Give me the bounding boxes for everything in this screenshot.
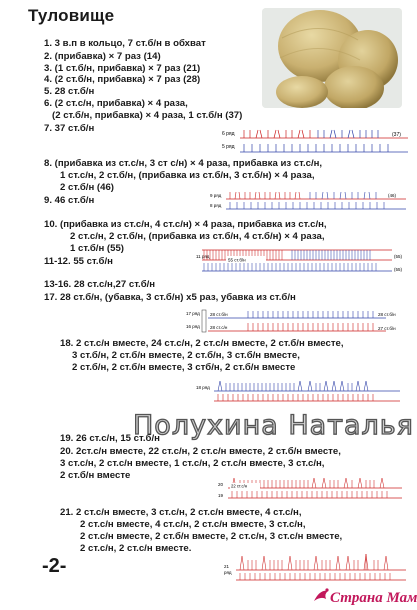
instruction-line: 3 ст.б/н, 2 ст.б/н вместе, 2 ст.б/н, 3 ст.б/н вместе,: [72, 350, 300, 361]
stitch-diagram-rows-19-20: [216, 470, 410, 500]
instruction-line: 2. (прибавка) × 7 раз (14): [44, 51, 161, 62]
instruction-line: 1 ст.б/н (55): [70, 243, 124, 254]
instruction-line: 2 ст.б/н, 2 ст.б/н вместе, 3 стб/н, 2 ст.б/н вместе: [72, 362, 296, 373]
inner-label: 22 ст.с/н: [231, 483, 248, 489]
row-label: 17 ряд: [186, 311, 200, 316]
stitch-diagram-rows-5-6: [222, 126, 412, 154]
instruction-line: 20. 2ст.с/н вместе, 22 ст.с/н, 2 ст.с/н вместе, 2 ст.б/н вместе,: [60, 446, 341, 457]
instruction-line: 3 ст.с/н, 2 ст.с/н вместе, 1 ст.с/н, 2 ст.с/н вместе, 3 ст.с/н,: [60, 458, 325, 469]
crochet-balls-image: [262, 8, 402, 108]
row-label: 11 ряд: [196, 254, 210, 259]
stitch-diagram-row-18: [196, 375, 410, 403]
row-label: 18 ряд: [196, 385, 210, 390]
inner-label: 28 ст.с/н: [210, 325, 228, 330]
instruction-line: 8. (прибавка из ст.с/н, 3 ст с/н) × 4 раза, прибавка из ст.с/н,: [44, 158, 323, 169]
instruction-line: 6. (2 ст.с/н, прибавка) × 4 раза,: [44, 98, 188, 109]
instruction-line: 9. 46 ст.б/н: [44, 195, 95, 206]
inner-label: 28 ст.б/н: [210, 312, 228, 317]
instruction-line: 2 ст.с/н, 2 ст.б/н, (прибавка из ст.б/н, 4 ст.б/н) × 4 раза,: [70, 231, 325, 242]
right-label: 28 ст.б/н: [378, 312, 396, 317]
instruction-line: 11-12. 55 ст.б/н: [44, 256, 113, 267]
instruction-line: 21. 2 ст.с/н вместе, 3 ст.с/н, 2 ст.с/н вместе, 4 ст.с/н,: [60, 507, 302, 518]
instruction-line: 3. (1 ст.б/н, прибавка) × 7 раз (21): [44, 63, 201, 74]
count-label: (55): [394, 254, 403, 259]
stitch-diagram-row-21: [222, 548, 410, 582]
instruction-line: 4. (2 ст.б/н, прибавка) × 7 раз (28): [44, 74, 201, 85]
instruction-line: 1 ст.с/н, 2 ст.б/н, (прибавка из ст.б/н, 3 ст.б/н) × 4 раза,: [60, 170, 315, 181]
instruction-line: 2 ст.с/н вместе, 2 ст.б/н вместе, 2 ст.с/н, 3 ст.с/н вместе,: [80, 531, 343, 542]
instruction-line: 13-16. 28 ст.с/н,27 ст.б/н: [44, 279, 156, 290]
row-label: 21: [224, 564, 230, 569]
instruction-line: 1. 3 в.п в кольцо, 7 ст.б/н в обхват: [44, 38, 206, 49]
row-label: 16 ряд: [186, 324, 200, 329]
count-label: (55): [394, 267, 403, 272]
instruction-line: 2 ст.с/н вместе, 4 ст.с/н, 2 ст.с/н вместе, 3 ст.с/н,: [80, 519, 306, 530]
instruction-line: (2 ст.б/н, прибавка) × 4 раза, 1 ст.б/н (37): [52, 110, 243, 121]
count-label: (37): [392, 132, 401, 138]
row-label: 8 ряд: [210, 203, 222, 208]
instruction-line: 7. 37 ст.б/н: [44, 123, 95, 134]
row-label: 19: [218, 493, 224, 498]
mid-label: 55 ст.б/н: [228, 257, 246, 263]
instruction-line: 2 ст.б/н (46): [60, 182, 114, 193]
brand-watermark: Страна Мам: [330, 590, 417, 606]
instruction-line: 5. 28 ст.б/н: [44, 86, 95, 97]
crochet-body-photo: [262, 8, 402, 108]
instruction-line: 19. 26 ст.с/н, 15 ст.б/н: [60, 433, 160, 444]
page-title: Туловище: [28, 6, 115, 25]
right-label: 27 ст.б/н: [378, 326, 396, 331]
row-label: 5 ряд: [222, 144, 235, 150]
instruction-line: 10. (прибавка из ст.с/н, 4 ст.с/н) × 4 раза, прибавка из ст.с/н,: [44, 219, 327, 230]
row-label: ряд: [224, 570, 232, 575]
stork-logo-icon: [312, 585, 332, 605]
count-label: (46): [388, 193, 397, 198]
row-label: 20: [218, 482, 224, 487]
stitch-diagram-rows-16-17: [186, 308, 410, 334]
instruction-line: 2 ст.б/н вместе: [60, 470, 131, 481]
page-number: -2-: [42, 555, 67, 577]
stitch-diagram-rows-10-12: [196, 246, 410, 274]
row-label: 6 ряд: [222, 131, 235, 137]
instruction-line: 2 ст.с/н, 2 ст.с/н вместе.: [80, 543, 192, 554]
author-signature: Полухина Наталья: [133, 410, 414, 441]
instruction-line: 18. 2 ст.с/н вместе, 24 ст.с/н, 2 ст.с/н вместе, 2 ст.б/н вместе,: [60, 338, 344, 349]
stitch-diagram-rows-8-9: [210, 190, 410, 210]
row-label: 9 ряд: [210, 193, 222, 198]
instruction-line: 17. 28 ст.б/н, (убавка, 3 ст.б/н) х5 раз, убавка из ст.б/н: [44, 292, 296, 303]
